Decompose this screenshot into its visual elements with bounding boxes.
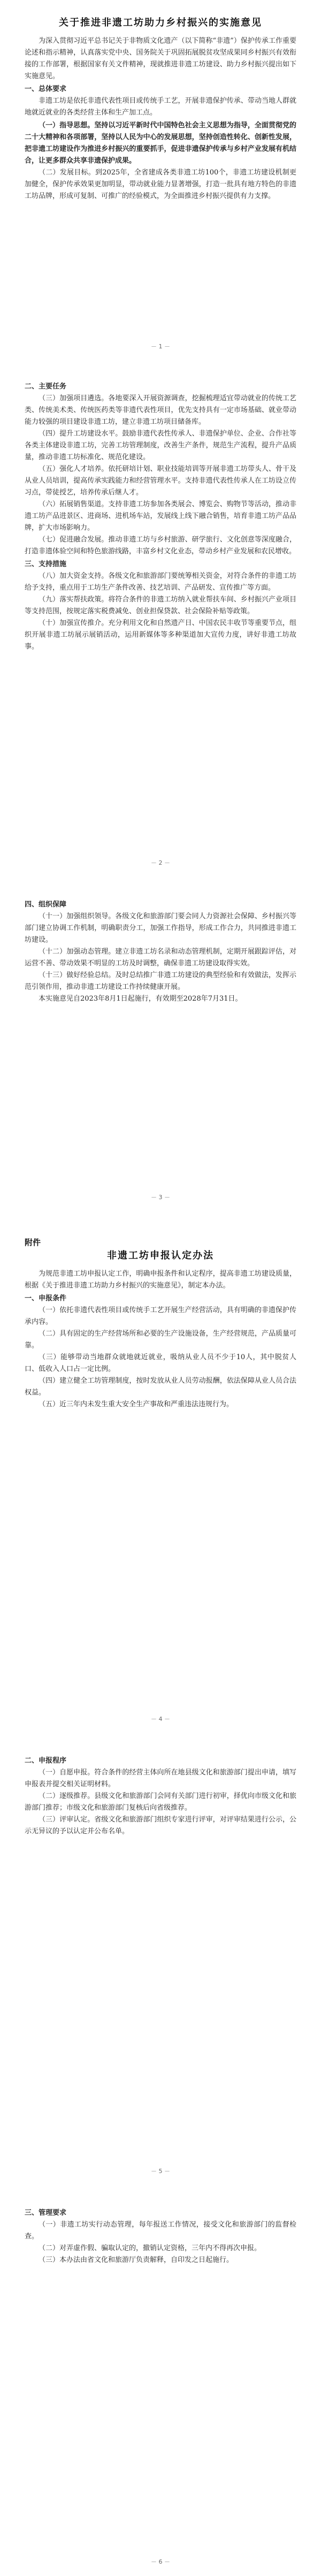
page-number: － 3 － (151, 1194, 170, 1201)
body-paragraph: （十）加强宣传推介。充分利用文化和自然遗产日、中国农民丰收节等重要节点，组织开展非遗工坊展示展销活动，运用新媒体等多种渠道加大宣传力度，讲好非遗工坊故事。 (25, 619, 296, 651)
body-paragraph: （二）发展目标。到2025年，全省建成各类非遗工坊100个，非遗工坊建设机制更加健全，保护传承效果更加明显，带动就业能力显著增强，打造一批具有地方特色的非遗工坊品牌，形成可复制、可推广的经验模式，为全面推进乡村振兴提供有力支撑。 (25, 169, 296, 200)
section-heading: 四、组织保障 (25, 901, 67, 909)
document-page-5 (11, 1754, 310, 2161)
page-number: － 1 － (151, 343, 170, 350)
page-number: － 6 － (151, 2558, 170, 2565)
subsection-paragraph: （一）指导思想。坚持以习近平新时代中国特色社会主义思想为指导，全面贯彻党的二十大精神和各项部署，坚持以人民为中心的发展思想，坚持创造性转化、创新性发展，把非遗工坊建设作为推进乡村振兴的重要抓手，促进非遗保护传承与乡村产业发展有机结合，让更多群众共享非遗保护成果。 (25, 121, 296, 165)
body-paragraph: （六）拓展销售渠道。支持非遗工坊参加各类展会、博览会、购物节等活动，推动非遗工坊产品进景区、进商场、进机场车站，发展线上线下融合销售，培育非遗工坊产品品牌，扩大市场影响力。 (25, 500, 296, 532)
document-page-2 (11, 380, 310, 851)
page-separator (0, 1207, 321, 1227)
body-paragraph: （四）提升工坊建设水平。鼓励非遗代表性传承人、非遗保护单位、企业、合作社等各类主体建设非遗工坊，完善工坊管理制度，改善生产条件，规范生产流程，提升产品质量，推动非遗工坊标准化、规范化建设。 (25, 430, 296, 461)
body-paragraph: （三）加强项目遴选。各地要深入开展资源调查，挖掘梳理适宜带动就业的传统工艺类、传统美术类、传统医药类等非遗代表性项目，优先支持具有一定市场基础、就业带动能力较强的项目建设非遗工坊，建立非遗工坊项目储备库。 (25, 394, 296, 426)
section-heading: 三、支持措施 (25, 560, 67, 568)
body-paragraph: （三）本办法由省文化和旅游厅负责解释，自印发之日起施行。 (39, 2256, 234, 2264)
document-page-4 (11, 1236, 310, 1707)
document-page-6 (11, 2206, 310, 2549)
body-paragraph: （一）非遗工坊实行动态管理，每年报送工作情况，接受文化和旅游部门的监督检查。 (25, 2221, 296, 2240)
page-number: － 2 － (151, 859, 170, 866)
page-separator (0, 1727, 321, 1748)
body-paragraph: （九）落实帮扶政策。将符合条件的非遗工坊纳入就业帮扶车间、乡村振兴产业项目等支持范围，按规定落实税费减免、创业担保贷款、社会保险补贴等政策。 (25, 596, 296, 615)
section-heading: 一、总体要求 (25, 85, 67, 93)
section-heading: 一、申报条件 (25, 1294, 67, 1302)
page-separator (0, 871, 321, 891)
document-title: 关于推进非遗工坊助力乡村振兴的实施意见 (59, 17, 262, 28)
body-paragraph: （七）促进融合发展。推动非遗工坊与乡村旅游、研学旅行、文化创意等深度融合，打造非遗体验空间和特色旅游线路，丰富乡村文化业态，带动乡村产业发展和农民增收。 (25, 536, 296, 555)
page-separator (0, 2179, 321, 2200)
body-paragraph: （二）对弄虚作假、骗取认定的，撤销认定资格，三年内不得再次申报。 (39, 2244, 262, 2252)
body-paragraph: （十三）做好经验总结。及时总结推广非遗工坊建设的典型经验和有效做法，发挥示范引领作用，推动非遗工坊建设工作持续健康开展。 (25, 971, 296, 991)
closing-paragraph: 本实施意见自2023年8月1日起施行，有效期至2028年7月31日。 (39, 995, 242, 1003)
body-paragraph: （二）具有固定的生产经营场所和必要的生产设施设备，生产经营规范，产品质量可靠。 (25, 1330, 296, 1350)
body-paragraph: （五）近三年内未发生重大安全生产事故和严重违法违规行为。 (39, 1400, 234, 1408)
body-paragraph: （十一）加强组织领导。各级文化和旅游部门要会同人力资源社会保障、乡村振兴等部门建立协调工作机制，明确职责分工，加强工作指导，形成工作合力，共同推进非遗工坊建设。 (25, 912, 296, 944)
document-page-1 (11, 16, 310, 332)
body-paragraph: （四）建立健全工坊管理制度，按时发放从业人员劳动报酬，依法保障从业人员合法权益。 (25, 1377, 296, 1397)
body-paragraph: （八）加大资金支持。各级文化和旅游部门要统筹相关资金，对符合条件的非遗工坊给予支持，重点用于工坊生产条件改善、技艺培训、产品研发、宣传推广等方面。 (25, 572, 296, 592)
document-page-3 (11, 898, 310, 1176)
section-heading: 三、管理要求 (25, 2209, 67, 2217)
document-intro: 为深入贯彻习近平总书记关于非物质文化遗产（以下简称“非遗”）保护传承工作重要论述和指示精神，认真落实党中央、国务院关于巩固拓展脱贫攻坚成果同乡村振兴有效衔接的工作部署，根据国家有关文件精神，现就推进非遗工坊建设、助力乡村振兴提出如下实施意见。 (25, 37, 296, 80)
body-paragraph: （二）逐级推荐。县级文化和旅游部门会同有关部门进行初审，择优向市级文化和旅游部门推荐；市级文化和旅游部门复核后向省级推荐。 (25, 1792, 296, 1812)
page-number: － 5 － (151, 2168, 170, 2175)
appendix-intro: 为规范非遗工坊申报认定工作，明确申报条件和认定程序，提高非遗工坊建设质量，根据《关于推进非遗工坊助力乡村振兴的实施意见》，制定本办法。 (25, 1270, 296, 1290)
body-paragraph: （三）能够带动当地群众就地就近就业，吸纳从业人员不少于10人，其中脱贫人口、低收入人口占一定比例。 (25, 1353, 296, 1373)
body-paragraph: （一）自愿申报。符合条件的经营主体向所在地县级文化和旅游部门提出申请，填写申报表并提交相关证明材料。 (25, 1769, 296, 1788)
body-paragraph: 非遗工坊是依托非遗代表性项目或传统手工艺，开展非遗保护传承、带动当地人群就地就近就业的各类经营主体和生产加工点。 (25, 97, 296, 117)
page-separator (0, 354, 321, 375)
attachment-label: 附件 (25, 1238, 41, 1247)
page-number: － 4 － (151, 1716, 170, 1723)
section-heading: 二、主要任务 (25, 383, 67, 391)
body-paragraph: （一）依托非遗代表性项目或传统手工艺开展生产经营活动，具有明确的非遗保护传承内容。 (25, 1306, 296, 1326)
body-paragraph: （十二）加强动态管理。建立非遗工坊名录和动态管理机制，定期开展跟踪评估，对运营不善、带动效果不明显的工坊及时调整，确保非遗工坊建设取得实效。 (25, 948, 296, 967)
body-paragraph: （五）强化人才培养。依托研培计划、职业技能培训等开展非遗工坊带头人、骨干及从业人员培训，提高传承实践能力和经营管理水平。支持非遗代表性传承人在工坊设立传习点，带徒授艺，培养传承后继人才。 (25, 465, 296, 497)
body-paragraph: （三）评审认定。省级文化和旅游部门组织专家进行评审，对评审结果进行公示，公示无异议的予以认定并公布名单。 (25, 1816, 296, 1835)
section-heading: 二、申报程序 (25, 1757, 67, 1765)
appendix-title: 非遗工坊申报认定办法 (107, 1250, 214, 1261)
